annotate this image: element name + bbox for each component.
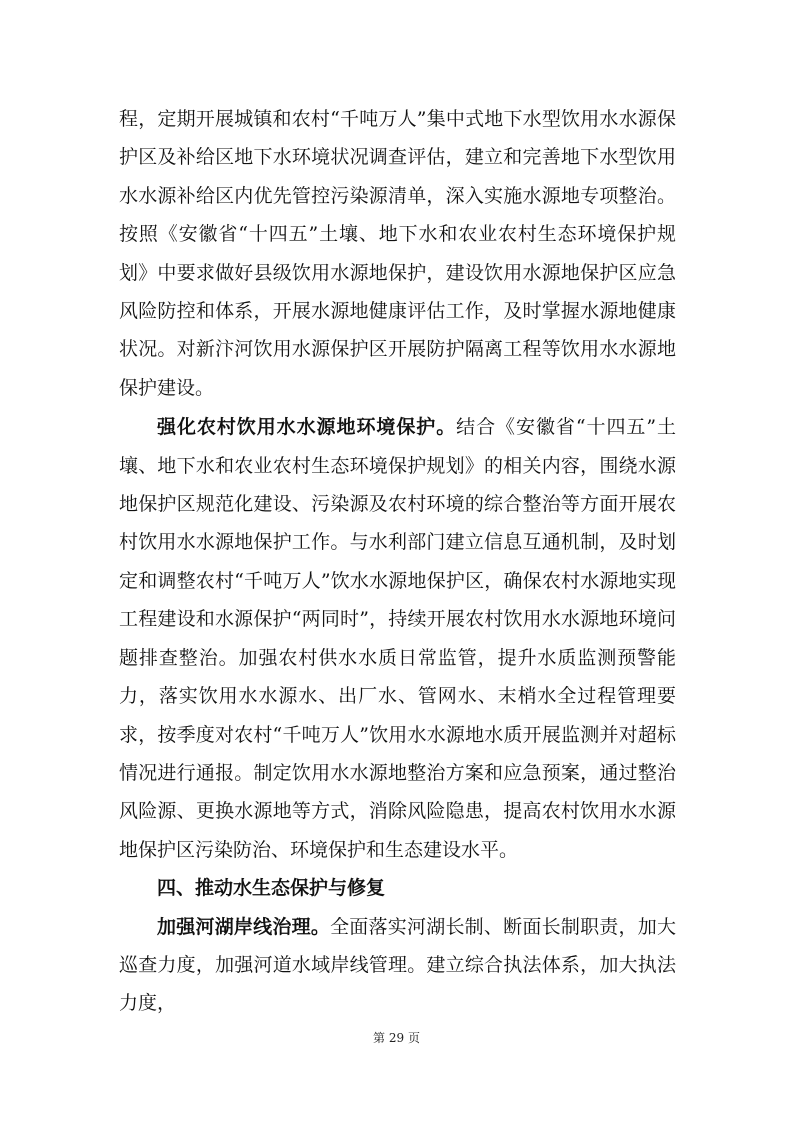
paragraph-continued <box>119 100 676 407</box>
paragraph-lead: 加强河湖岸线治理。 <box>157 915 331 938</box>
paragraph-lead: 强化农村饮用水水源地环境保护。 <box>157 416 457 439</box>
section-heading: 四、推动水生态保护与修复 <box>157 877 386 900</box>
paragraph-text: 全面落实河湖长制、断面长制职责，加大巡查力度，加强河道水域岸线管理。建立综合执法体系，加大执法力度， <box>119 915 676 1015</box>
paragraph-text: 程，定期开展城镇和农村“千吨万人”集中式地下水型饮用水水源保护区及补给区地下水环境状况调查评估，建立和完善地下水型饮用水水源补给区内优先管控污染源清单，深入实施水源地专项整治。按照《安徽省“十四五”土壤、地下水和农业农村生态环境保护规划》中要求做好县级饮用水源地保护，建设饮用水源地保护区应急风险防控和体系，开展水源地健康评估工作，及时掌握水源地健康状况。对新汴河饮用水源保护区开展防护隔离工程等饮用水水源地保护建设。 <box>119 108 676 399</box>
page-content <box>119 100 676 1023</box>
paragraph-text: 结合《安徽省“十四五”土壤、地下水和农业农村生态环境保护规划》的相关内容，围绕水源地保护区规范化建设、污染源及农村环境的综合整治等方面开展农村饮用水水源地保护工作。与水利部门建立信息互通机制，及时划定和调整农村“千吨万人”饮水水源地保护区，确保农村水源地实现工程建设和水源保护“两同时”，持续开展农村饮用水水源地环境问题排查整治。加强农村供水水质日常监管，提升水质监测预警能力，落实饮用水水源水、出厂水、管网水、末梢水全过程管理要求，按季度对农村“千吨万人”饮用水水源地水质开展监测并对超标情况进行通报。制定饮用水水源地整治方案和应急预案，通过整治风险源、更换水源地等方式，消除风险隐患，提高农村饮用水水源地保护区污染防治、环境保护和生态建设水平。 <box>119 416 676 861</box>
page-number: 第 29 页 <box>373 1031 420 1045</box>
paragraph-river-lake-shoreline <box>119 908 676 1023</box>
paragraph-rural-water-source <box>119 408 676 869</box>
